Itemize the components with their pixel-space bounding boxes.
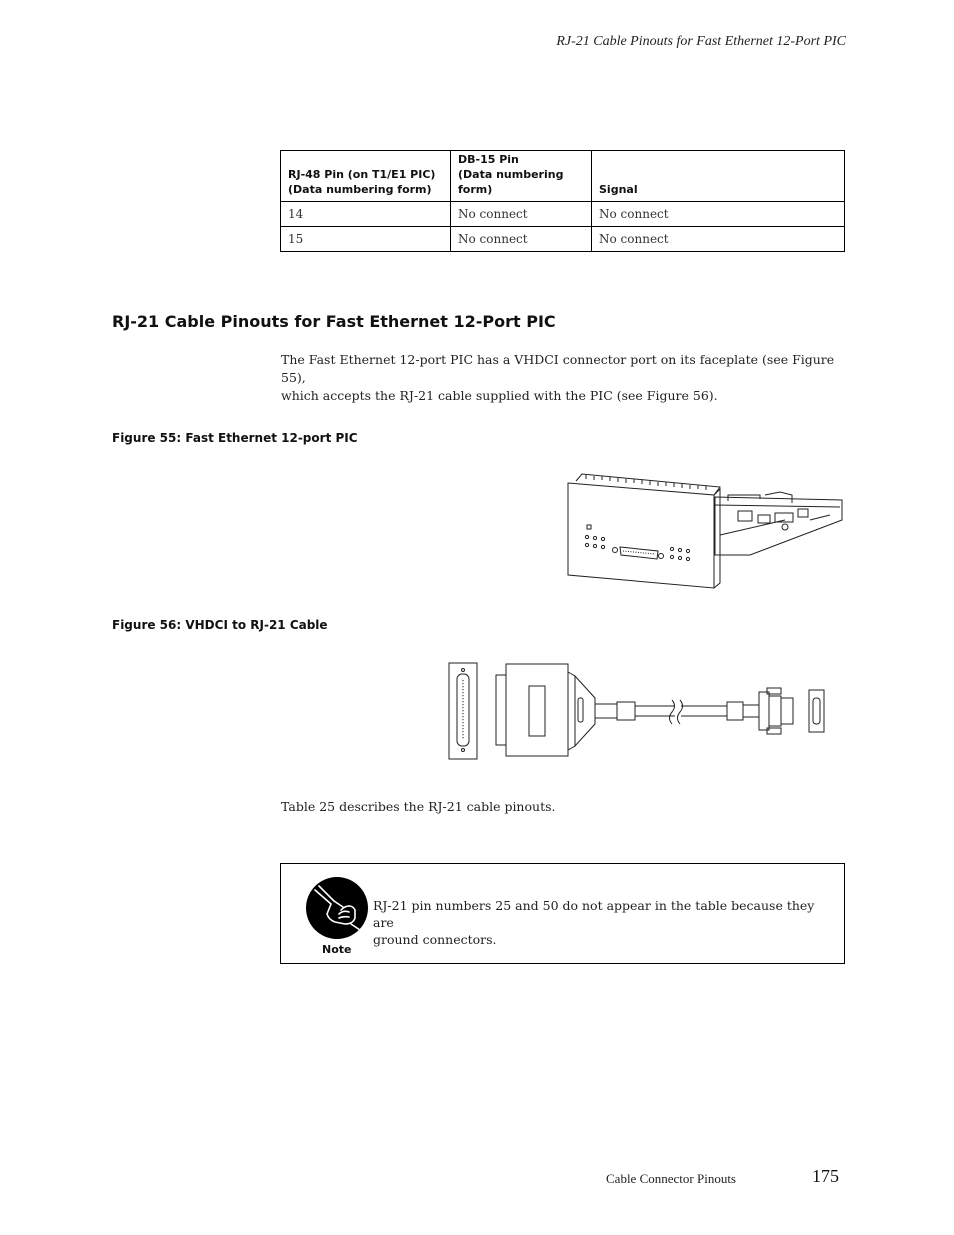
column-header-rj48-pin xyxy=(281,151,451,202)
pin-table xyxy=(280,150,845,252)
table-cell-signal: No connect xyxy=(592,227,845,252)
table-cell-db15-pin: No connect xyxy=(451,202,592,227)
figure-55-caption: Figure 55: Fast Ethernet 12-port PIC xyxy=(112,431,358,445)
table-cell-signal: No connect xyxy=(592,202,845,227)
note-text xyxy=(373,897,833,948)
column-header-line: (Data numbering xyxy=(458,168,564,181)
column-header-line: Signal xyxy=(599,183,638,196)
column-header-line: form) xyxy=(458,183,493,196)
table-cell-db15-pin: No connect xyxy=(451,227,592,252)
table-cell-rj48-pin: 15 xyxy=(281,227,451,252)
column-header-db15-pin xyxy=(451,151,592,202)
footer-section-name: Cable Connector Pinouts xyxy=(606,1171,736,1186)
fast-ethernet-pic-illustration xyxy=(560,465,850,597)
paragraph-line: The Fast Ethernet 12-port PIC has a VHDCI connector port on its faceplate (see Figure 55), xyxy=(281,352,835,385)
column-header-line: DB-15 Pin xyxy=(458,153,519,166)
note-text-line: ground connectors. xyxy=(373,932,497,947)
note-text-line: RJ-21 pin numbers 25 and 50 do not appear in the table because they are xyxy=(373,898,815,930)
page-number: 175 xyxy=(812,1166,839,1186)
column-header-signal xyxy=(592,151,845,202)
body-paragraph xyxy=(281,351,846,405)
table-cell-rj48-pin: 14 xyxy=(281,202,451,227)
vhdci-to-rj21-cable-illustration xyxy=(445,658,835,762)
table-row xyxy=(281,227,845,252)
table-reference-text: Table 25 describes the RJ-21 cable pinouts. xyxy=(281,799,556,814)
pin-table-header-row xyxy=(281,151,845,202)
column-header-line: RJ-48 Pin (on T1/E1 PIC) xyxy=(288,168,436,181)
running-header: RJ-21 Cable Pinouts for Fast Ethernet 12-Port PIC xyxy=(556,34,846,49)
table-row xyxy=(281,202,845,227)
note-label: Note xyxy=(322,943,352,956)
section-heading: RJ-21 Cable Pinouts for Fast Ethernet 12-Port PIC xyxy=(112,312,556,331)
paragraph-line: which accepts the RJ-21 cable supplied with the PIC (see Figure 56). xyxy=(281,388,718,403)
figure-56-caption: Figure 56: VHDCI to RJ-21 Cable xyxy=(112,618,328,632)
pointing-hand-icon xyxy=(305,876,369,940)
column-header-line: (Data numbering form) xyxy=(288,183,432,196)
